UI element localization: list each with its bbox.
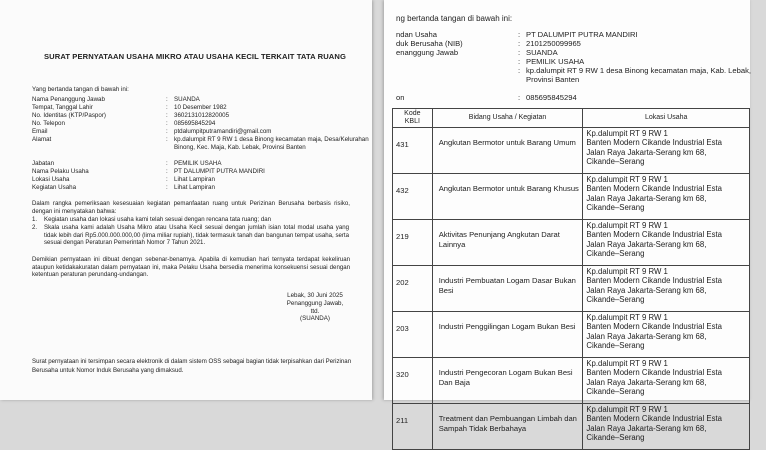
field-value: 085695845294 — [526, 93, 577, 102]
field-value: Lihat Lampiran — [174, 184, 215, 191]
table-row: 202 Industri Pembuatan Logam Dasar Bukan Besi Kp.dalumpit RT 9 RW 1 Banten Modern Cikande Industrial Esta Jalan Raya Jakarta-Serang km 68, Cikande–Serang — [393, 266, 750, 312]
field-label: Tempat, Tanggal Lahir — [32, 104, 93, 111]
table-header-row — [393, 109, 750, 128]
field-value: Lihat Lampiran — [174, 176, 215, 183]
intro-text: Yang bertanda tangan di bawah ini: — [32, 86, 129, 93]
field-value: PEMILIK USAHA — [526, 57, 585, 66]
field-value: 2101250099965 — [526, 39, 581, 48]
table-row: 219 Aktivitas Penunjang Angkutan Darat Lainnya Kp.dalumpit RT 9 RW 1 Banten Modern Cikande Industrial Esta Jalan Raya Jakarta-Serang km 68, Cikande–Serang — [393, 220, 750, 266]
signer-name: (SUANDA) — [300, 315, 330, 323]
header-lokasi: Lokasi Usaha — [583, 109, 750, 128]
statement-paragraph: Dalam rangka pemeriksaan kesesuaian kegiatan pemanfaatan ruang untuk Perizinan Berusaha berbasis risiko, dengan ini menyatakan bahwa: — [32, 200, 350, 215]
field-label: No. Telepon — [32, 120, 65, 127]
table-row: 432 Angkutan Bermotor untuk Barang Khusus Kp.dalumpit RT 9 RW 1 Banten Modern Cikande Industrial Esta Jalan Raya Jakarta-Serang km 68, Cikande–Serang — [393, 174, 750, 220]
signature-block — [260, 292, 370, 323]
field-value: SUANDA — [526, 48, 558, 57]
field-value: SUANDA — [174, 96, 200, 103]
field-value: kp.dalumpit RT 9 RW 1 desa Binong kecamatan maja, Desa/Kelurahan Binong, Kec. Maja, Kab. Lebak, Provinsi Banten — [174, 136, 369, 151]
field-label: Nama Penanggung Jawab — [32, 96, 105, 103]
signer-role: Penanggung Jawab, — [286, 299, 344, 307]
header-bidang: Bidang Usaha / Kegiatan — [432, 109, 583, 128]
intro-text: ng bertanda tangan di bawah ini: — [396, 14, 513, 23]
field-value: 3602131012820005 — [174, 112, 230, 119]
field-label: enanggung Jawab — [396, 48, 459, 57]
table-row: 320 Industri Pengecoran Logam Bukan Besi Dan Baja Kp.dalumpit RT 9 RW 1 Banten Modern Cikande Industrial Esta Jalan Raya Jakarta-Serang km 68, Cikande–Serang — [393, 358, 750, 404]
page-title: SURAT PERNYATAAN USAHA MIKRO ATAU USAHA KECIL TERKAIT TATA RUANG — [44, 52, 346, 61]
field-label: on — [396, 93, 405, 102]
closing-paragraph: Demikian pernyataan ini dibuat dengan sebenar-benarnya. Apabila di kemudian hari ternyata terdapat kekeliruan ataupun ketidakakuratan dalam pernyataan ini, maka Pelaku Usaha bersedia menerima konsekuensi sesuai dengan ketentuan peraturan perundang-undangan. — [32, 256, 350, 278]
field-value: kp.dalumpit RT 9 RW 1 desa Binong kecamatan maja, Kab. Lebak, Provinsi Banten — [526, 66, 751, 84]
field-label: duk Berusaha (NIB) — [396, 39, 463, 48]
table-row: 211 Treatment dan Pembuangan Limbah dan Sampah Tidak Berbahaya Kp.dalumpit RT 9 RW 1 Banten Modern Cikande Industrial Esta Jalan Raya Jakarta-Serang km 68, Cikande–Serang — [393, 404, 750, 450]
business-table — [392, 108, 750, 450]
ttd-mark: ttd. — [310, 307, 320, 315]
field-label: Jabatan — [32, 160, 55, 167]
header-kbli: Kode KBLI — [393, 109, 433, 128]
field-value: PEMILIK USAHA — [174, 160, 222, 167]
footnote: Surat pernyataan ini tersimpan secara elektronik di dalam sistem OSS sebagai bagian tidak terpisahkan dari Perizinan Berusaha untuk Nomor Induk Berusaha yang dimaksud. — [32, 358, 352, 374]
attachment-page: ng bertanda tangan di bawah ini: ndan Usaha : PT DALUMPIT PUTRA MANDIRI duk Berusaha (NIB) : 2101250099965 enanggung Jawab : SUANDA : PEMILIK USAHA : kp.dalumpit RT 9 RW 1 desa Binong kecamatan maja, Kab. Lebak, Provinsi Banten on : 085695845294 Kode KBLI Bidang Usaha / Kegiatan Lokasi Usaha 431 Angkutan Bermotor untuk Barang Umum Kp.dalumpit RT 9 RW 1 Banten Modern Cikande Industrial Esta Jalan Raya Jakarta-Serang km 68, Cikande–Serang 432 Angkutan Bermotor untuk Barang Khusus Kp.dalumpit RT 9 RW 1 Banten Modern Cikande Industrial Esta Jalan Raya Jakarta-Serang km 68, Cikande–Serang 219 Aktivitas Penunjang Angkutan Darat Lainnya Kp.dalumpit RT 9 RW 1 Banten Modern Cikande Industrial Esta Jalan Raya Jakarta-Serang km 68, Cikande–Serang 202 Industri Pembuatan Logam Dasar Bukan Besi Kp.dalumpit RT 9 RW 1 Banten Modern Cikande Industrial Esta Jalan Raya Jakarta-Serang km 68, Cikande–Serang 203 Industri Penggilingan Logam Bukan Besi Kp.dalumpit RT 9 RW 1 Banten Modern Cikande Industrial Esta Jalan Raya Jakarta-Serang km 68, Cikande–Serang 320 Industri Pengecoran Logam Bukan Besi Dan Baja Kp.dalumpit RT 9 RW 1 Banten Modern Cikande Industrial Esta Jalan Raya Jakarta-Serang km 68, Cikande–Serang 211 Treatment dan Pembuangan Limbah dan Sampah Tidak Berbahaya Kp.dalumpit RT 9 RW 1 Banten Modern Cikande Industrial Esta Jalan Raya Jakarta-Serang km 68, Cikande–Serang — [384, 0, 750, 400]
field-label: No. Identitas (KTP/Paspor) — [32, 112, 106, 119]
field-value: ptdalumpitputramandiri@gmail.com — [174, 128, 272, 135]
field-label: Email — [32, 128, 48, 135]
field-value: 085695845294 — [174, 120, 216, 127]
field-value: PT DALUMPIT PUTRA MANDIRI — [174, 168, 265, 175]
field-label: Lokasi Usaha — [32, 176, 70, 183]
place-date: Lebak, 30 Juni 2025 — [287, 292, 343, 299]
field-label: Nama Pelaku Usaha — [32, 168, 89, 175]
field-value: PT DALUMPIT PUTRA MANDIRI — [526, 30, 638, 39]
field-label: Kegiatan Usaha — [32, 184, 77, 191]
table-row: 203 Industri Penggilingan Logam Bukan Besi Kp.dalumpit RT 9 RW 1 Banten Modern Cikande Industrial Esta Jalan Raya Jakarta-Serang km 68, Cikande–Serang — [393, 312, 750, 358]
field-label: ndan Usaha — [396, 30, 437, 39]
table-row: 431 Angkutan Bermotor untuk Barang Umum Kp.dalumpit RT 9 RW 1 Banten Modern Cikande Industrial Esta Jalan Raya Jakarta-Serang km 68, Cikande–Serang — [393, 128, 750, 174]
statement-page: SURAT PERNYATAAN USAHA MIKRO ATAU USAHA KECIL TERKAIT TATA RUANG Yang bertanda tangan di bawah ini: Nama Penanggung Jawab : SUANDA Tempat, Tanggal Lahir : 10 Desember 1982 No. Identitas (KTP/Paspor) : 3602131012820005 No. Telepon : 085695845294 Email : ptdalumpitputramandiri@gmail.com Alamat : kp.dalumpit RT 9 RW 1 desa Binong kecamatan maja, Desa/Kelurahan Binong, Kec. Maja, Kab. Lebak, Provinsi Banten Jabatan : PEMILIK USAHA Nama Pelaku Usaha : PT DALUMPIT PUTRA MANDIRI Lokasi Usaha : Lihat Lampiran Kegiatan Usaha : Lihat Lampiran Dalam rangka pemeriksaan kesesuaian kegiatan pemanfaatan ruang untuk Perizinan Berusaha berbasis risiko, dengan ini menyatakan bahwa: 1. Kegiatan usaha dan lokasi usaha kami telah sesuai dengan rencana tata ruang; dan 2. Skala usaha kami adalah Usaha Mikro atau Usaha Kecil sesuai dengan jumlah isian total modal usaha yang tidak lebih dari Rp5.000.000.000,00 (lima miliar rupiah), tidak termasuk tanah dan bangunan tempat usaha, serta sesuai dengan Peraturan Pemerintah Nomor 7 Tahun 2021. Demikian pernyataan ini dibuat dengan sebenar-benarnya. Apabila di kemudian hari ternyata terdapat kekeliruan ataupun ketidakakuratan dalam pernyataan ini, maka Pelaku Usaha bersedia menerima konsekuensi sesuai dengan ketentuan peraturan perundang-undangan. Lebak, 30 Juni 2025 Penanggung Jawab, ttd. (SUANDA) Surat pernyataan ini tersimpan secara elektronik di dalam sistem OSS sebagai bagian tidak terpisahkan dari Perizinan Berusaha untuk Nomor Induk Berusaha yang dimaksud. — [0, 0, 372, 400]
field-label: Alamat — [32, 136, 52, 143]
field-value: 10 Desember 1982 — [174, 104, 227, 111]
